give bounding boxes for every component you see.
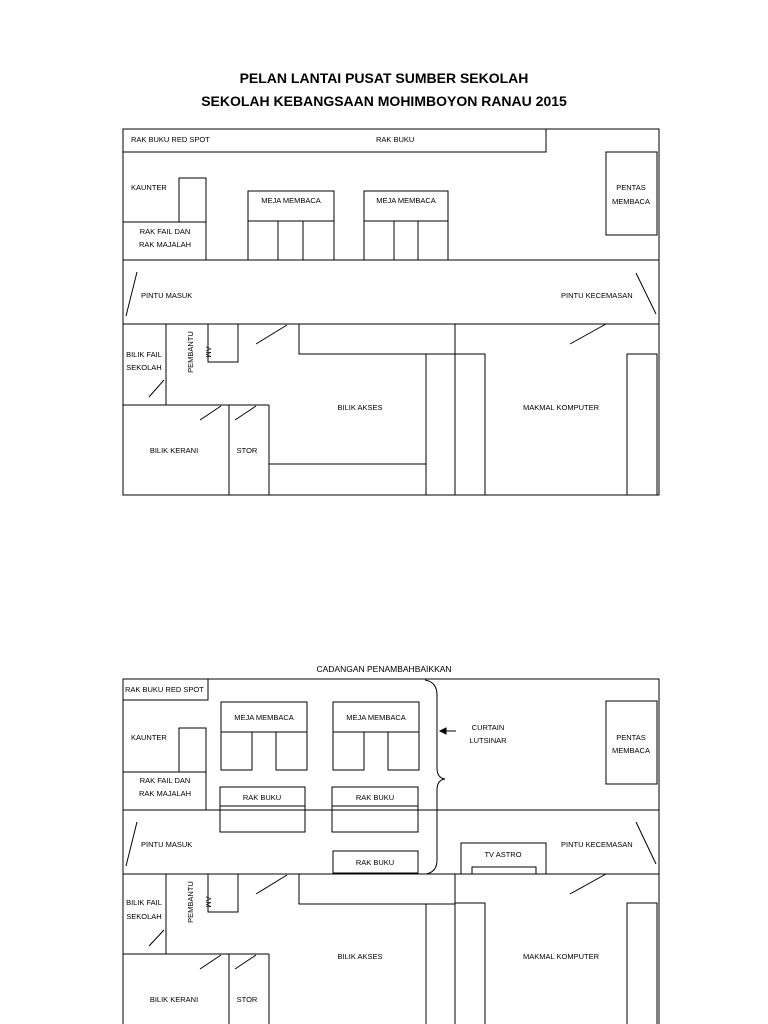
plan2-label-rak-fail-1: RAK FAIL DAN [139, 776, 191, 785]
plan1-chair [418, 221, 448, 260]
plan2-door-swing [235, 955, 256, 969]
plan1-label-rak-fail-1: RAK FAIL DAN [139, 227, 191, 236]
plan1-makmal-shelf [455, 354, 485, 495]
plan2-door-swing [256, 875, 287, 894]
plan1-label-pembantu-1: PEMBANTU [186, 331, 195, 373]
plan2-label-tv-astro: TV ASTRO [484, 850, 522, 859]
arrow-left-icon [440, 728, 446, 734]
plan2-label-kaunter: KAUNTER [131, 733, 167, 742]
plan1-label-bilik-akses: BILIK AKSES [337, 403, 383, 412]
plan2-label-rak-buku-red-spot: RAK BUKU RED SPOT [125, 685, 204, 694]
plan2-door-swing [200, 955, 221, 969]
plan2-door-swing [126, 822, 137, 866]
plan1-label-makmal-komputer: MAKMAL KOMPUTER [523, 403, 599, 412]
plan1-door-swing [570, 324, 606, 344]
plan-title-line-1: PELAN LANTAI PUSAT SUMBER SEKOLAH [239, 70, 529, 86]
plan2-label-rak-buku-3: RAK BUKU [355, 858, 395, 867]
plan2-label-pembantu-1: PEMBANTU [186, 881, 195, 923]
plan1-label-pentas-2: MEMBACA [612, 197, 650, 206]
plan1-label-rak-buku-red-spot: RAK BUKU RED SPOT [131, 135, 210, 144]
plan1-label-meja-membaca-2: MEJA MEMBACA [376, 196, 436, 205]
plan1-chair [303, 221, 334, 260]
plan2-label-rak-buku-1: RAK BUKU [242, 793, 282, 802]
plan1-kaunter-desk [179, 178, 206, 222]
plan2-pentas-membaca [606, 701, 657, 784]
plan2-label-pembantu-2: AM [204, 896, 213, 908]
plan2-label-pentas-2: MEMBACA [612, 746, 650, 755]
plan1-pentas-membaca [606, 152, 657, 235]
plan2-door-swing [636, 822, 656, 864]
plan1-label-meja-membaca-1: MEJA MEMBACA [261, 196, 321, 205]
plan2-makmal-shelf [627, 903, 657, 1024]
plan1-door-swing [149, 380, 164, 397]
plan2-label-bilik-kerani: BILIK KERANI [149, 995, 199, 1004]
plan1-label-pintu-kecemasan: PINTU KECEMASAN [561, 291, 633, 300]
plan2-label-meja-membaca-1: MEJA MEMBACA [234, 713, 294, 722]
plan2-chair [388, 732, 419, 770]
plan1-label-stor: STOR [236, 446, 258, 455]
plan1-chair [394, 221, 418, 260]
plan1-door-swing [235, 406, 256, 420]
plan1-label-bilik-kerani: BILIK KERANI [149, 446, 199, 455]
plan1-chair [364, 221, 394, 260]
plan2-label-curtain-1: CURTAIN [471, 723, 505, 732]
plan1-outer-wall [123, 129, 659, 495]
plan1-label-pintu-masuk: PINTU MASUK [141, 291, 193, 300]
plan2-label-bilik-fail-1: BILIK FAIL [126, 898, 162, 907]
plan1-chair [248, 221, 278, 260]
plan2-label-bilik-fail-2: SEKOLAH [126, 912, 162, 921]
plan2-label-pintu-masuk: PINTU MASUK [141, 840, 193, 849]
plan2-chair [333, 732, 364, 770]
plan2-kaunter-desk [179, 728, 206, 772]
plan2-label-stor: STOR [236, 995, 258, 1004]
plan1-makmal-shelf [627, 354, 657, 495]
plan-title-line-2: SEKOLAH KEBANGSAAN MOHIMBOYON RANAU 2015 [201, 93, 567, 109]
plan2-door-swing [149, 930, 164, 946]
plan1-door-swing [126, 272, 137, 316]
floor-plan-proposed [123, 664, 659, 1024]
plan2-label-pintu-kecemasan: PINTU KECEMASAN [561, 840, 633, 849]
plan1-chair [278, 221, 303, 260]
plan2-door-swing [570, 874, 606, 894]
plan2-bilik-akses-shelf [299, 874, 455, 904]
plan1-label-pembantu-2: AM [204, 346, 213, 358]
plan2-chair [221, 732, 252, 770]
plan2-label-makmal-komputer: MAKMAL KOMPUTER [523, 952, 599, 961]
plan1-door-swing [256, 325, 287, 344]
plan1-bilik-akses-shelf [299, 324, 455, 354]
plan2-label-rak-buku-2: RAK BUKU [355, 793, 395, 802]
plan1-door-swing [636, 273, 656, 314]
plan1-bilik-akses-side-shelf [426, 354, 455, 495]
plan2-label-rak-fail-2: RAK MAJALAH [138, 789, 192, 798]
plan2-label-bilik-akses: BILIK AKSES [337, 952, 383, 961]
floor-plan-current [123, 129, 659, 495]
plan1-label-rak-fail-2: RAK MAJALAH [138, 240, 192, 249]
plan2-curtain-brace [425, 680, 445, 874]
plan1-label-kaunter: KAUNTER [131, 183, 167, 192]
plan2-label-pentas-1: PENTAS [616, 733, 646, 742]
plan2-label-meja-membaca-2: MEJA MEMBACA [346, 713, 406, 722]
plan1-label-pentas-1: PENTAS [616, 183, 646, 192]
plan1-label-bilik-fail-1: BILIK FAIL [126, 350, 162, 359]
plan2-label-curtain-2: LUTSINAR [469, 736, 507, 745]
plan1-label-bilik-fail-2: SEKOLAH [126, 363, 162, 372]
plan2-tv-astro-stand [472, 867, 536, 874]
plan2-makmal-shelf [455, 903, 485, 1024]
plan1-label-rak-buku: RAK BUKU [376, 135, 415, 144]
plan2-heading: CADANGAN PENAMBAHBAIKKAN [316, 664, 452, 674]
plan1-door-swing [200, 406, 221, 420]
plan2-chair [276, 732, 307, 770]
